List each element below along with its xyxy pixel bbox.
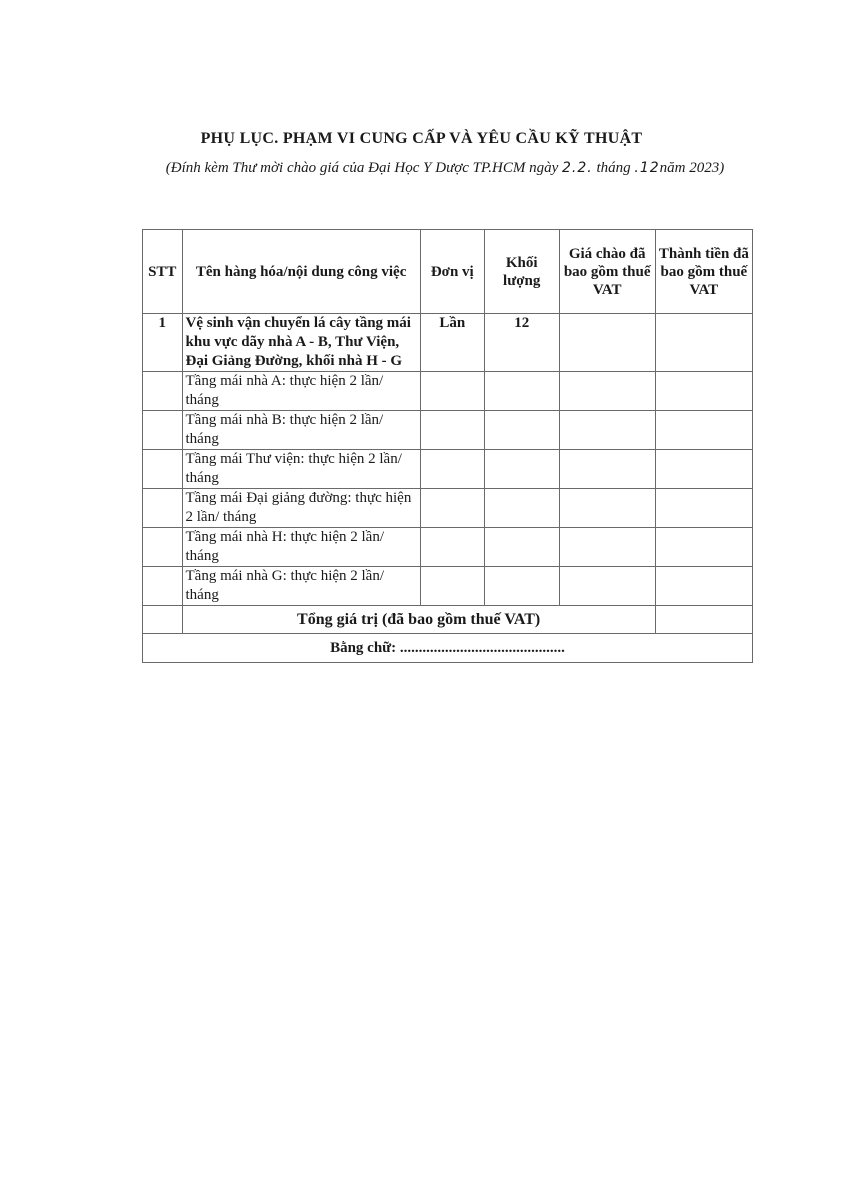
sub-item-text: Tầng mái nhà H: thực hiện 2 lần/ tháng — [182, 528, 420, 567]
subtitle-text-month: tháng — [592, 160, 635, 176]
handwritten-month: .12 — [634, 160, 660, 176]
table-row — [143, 314, 753, 372]
scope-table — [142, 229, 753, 663]
table-row — [143, 450, 753, 489]
table-row — [143, 411, 753, 450]
item-name: Vệ sinh vận chuyển lá cây tầng mái khu vực dãy nhà A - B, Thư Viện, Đại Giảng Đường, khối nhà H - G — [182, 314, 420, 372]
total-row — [143, 606, 753, 634]
handwritten-day: 2.2. — [562, 160, 593, 176]
document-title: PHỤ LỤC. PHẠM VI CUNG CẤP VÀ YÊU CẦU KỸ THUẬT — [200, 130, 643, 147]
amount-in-words: Bằng chữ: ............................................ — [143, 634, 753, 663]
item-price — [559, 314, 655, 372]
header-stt: STT — [143, 230, 183, 314]
sub-item-text: Tầng mái nhà G: thực hiện 2 lần/ tháng — [182, 567, 420, 606]
document-subtitle — [0, 160, 843, 177]
table-header-row — [143, 230, 753, 314]
header-total: Thành tiền đã bao gồm thuế VAT — [655, 230, 752, 314]
header-name: Tên hàng hóa/nội dung công việc — [182, 230, 420, 314]
item-unit: Lần — [420, 314, 484, 372]
amount-in-words-row — [143, 634, 753, 663]
sub-item-text: Tầng mái Đại giảng đường: thực hiện 2 lần/ tháng — [182, 489, 420, 528]
header-qty: Khối lượng — [484, 230, 559, 314]
item-total — [655, 314, 752, 372]
item-qty: 12 — [484, 314, 559, 372]
sub-item-text: Tầng mái nhà A: thực hiện 2 lần/ tháng — [182, 372, 420, 411]
subtitle-text-end: năm 2023) — [659, 160, 725, 176]
sub-item-text: Tầng mái nhà B: thực hiện 2 lần/ tháng — [182, 411, 420, 450]
table-row — [143, 528, 753, 567]
total-value — [655, 606, 752, 634]
header-unit: Đơn vị — [420, 230, 484, 314]
subtitle-text-start: (Đính kèm Thư mời chào giá của Đại Học Y Dược TP.HCM ngày — [165, 160, 562, 176]
header-price: Giá chào đã bao gồm thuế VAT — [559, 230, 655, 314]
table-row — [143, 489, 753, 528]
total-label: Tổng giá trị (đã bao gồm thuế VAT) — [182, 606, 655, 634]
table-row — [143, 372, 753, 411]
table-row — [143, 567, 753, 606]
sub-item-text: Tầng mái Thư viện: thực hiện 2 lần/ tháng — [182, 450, 420, 489]
item-stt: 1 — [143, 314, 183, 372]
